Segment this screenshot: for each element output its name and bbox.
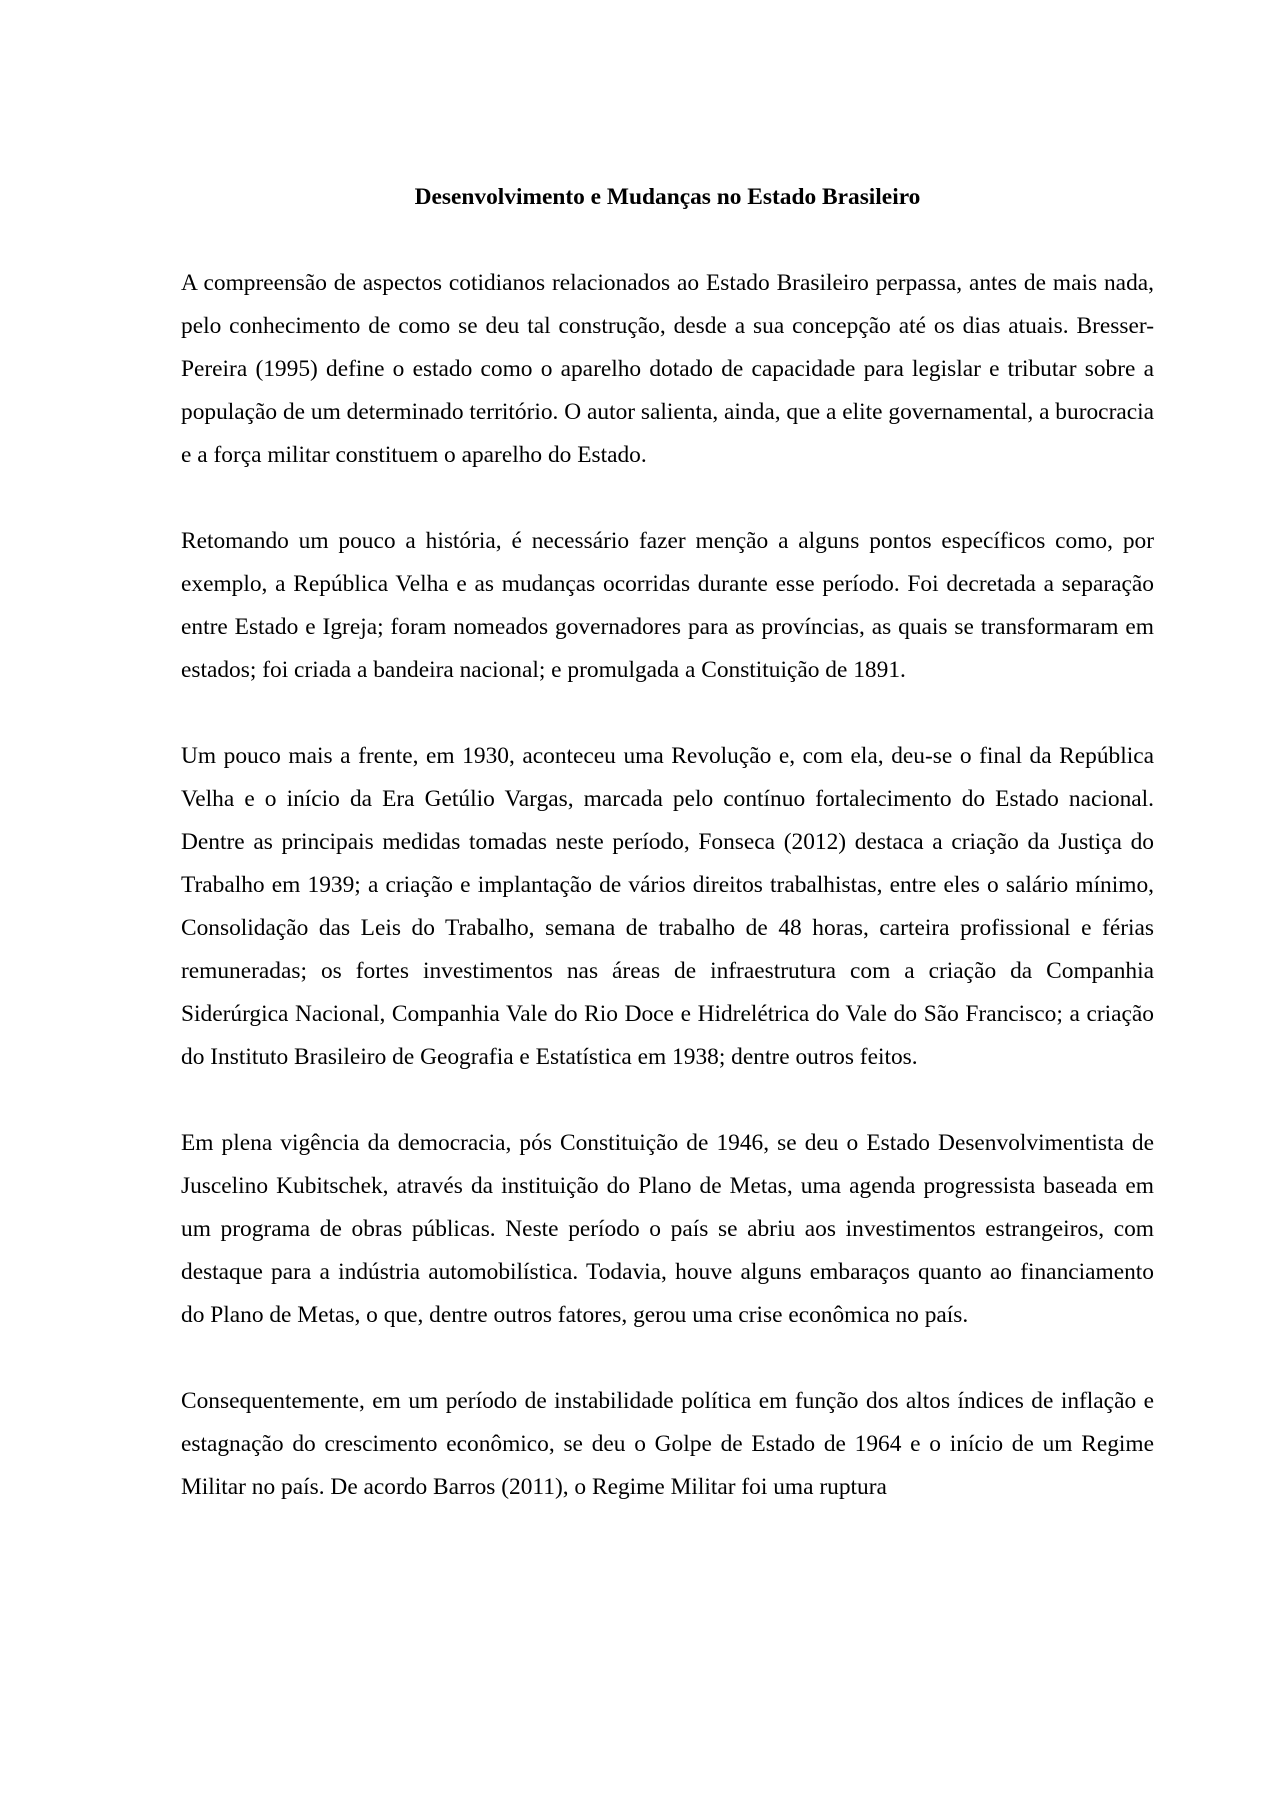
paragraph-2: Retomando um pouco a história, é necessário fazer menção a alguns pontos específicos como, por exemplo, a República Velha e as mudanças ocorridas durante esse período. Foi decretada a separação entre Estado e Igreja; foram nomeados governadores para as províncias, as quais se transformaram em estados; foi criada a bandeira nacional; e promulgada a Constituição de 1891.	[181, 528, 1154, 683]
paragraph-1: A compreensão de aspectos cotidianos relacionados ao Estado Brasileiro perpassa, antes de mais nada, pelo conhecimento de como se deu tal construção, desde a sua concepção até os dias atuais. Bresser-Pereira (1995) define o estado como o aparelho dotado de capacidade para legislar e tributar sobre a população de um determinado território. O autor salienta, ainda, que a elite governamental, a burocracia e a força militar constituem o aparelho do Estado.	[181, 270, 1154, 468]
paragraph-3: Um pouco mais a frente, em 1930, aconteceu uma Revolução e, com ela, deu-se o final da República Velha e o início da Era Getúlio Vargas, marcada pelo contínuo fortalecimento do Estado nacional. Dentre as principais medidas tomadas neste período, Fonseca (2012) destaca a criação da Justiça do Trabalho em 1939; a criação e implantação de vários direitos trabalhistas, entre eles o salário mínimo, Consolidação das Leis do Trabalho, semana de trabalho de 48 horas, carteira profissional e férias remuneradas; os fortes investimentos nas áreas de infraestrutura com a criação da Companhia Siderúrgica Nacional, Companhia Vale do Rio Doce e Hidrelétrica do Vale do São Francisco; a criação do Instituto Brasileiro de Geografia e Estatística em 1938; dentre outros feitos.	[181, 743, 1154, 1070]
document-title: Desenvolvimento e Mudanças no Estado Brasileiro	[414, 184, 921, 210]
paragraph-5: Consequentemente, em um período de instabilidade política em função dos altos índices de inflação e estagnação do crescimento econômico, se deu o Golpe de Estado de 1964 e o início de um Regime Militar no país. De acordo Barros (2011), o Regime Militar foi uma ruptura	[181, 1388, 1154, 1500]
paragraph-4: Em plena vigência da democracia, pós Constituição de 1946, se deu o Estado Desenvolvimentista de Juscelino Kubitschek, através da instituição do Plano de Metas, uma agenda progressista baseada em um programa de obras públicas. Neste período o país se abriu aos investimentos estrangeiros, com destaque para a indústria automobilística. Todavia, houve alguns embaraços quanto ao financiamento do Plano de Metas, o que, dentre outros fatores, gerou uma crise econômica no país.	[181, 1130, 1154, 1328]
document-body	[181, 176, 1154, 1509]
